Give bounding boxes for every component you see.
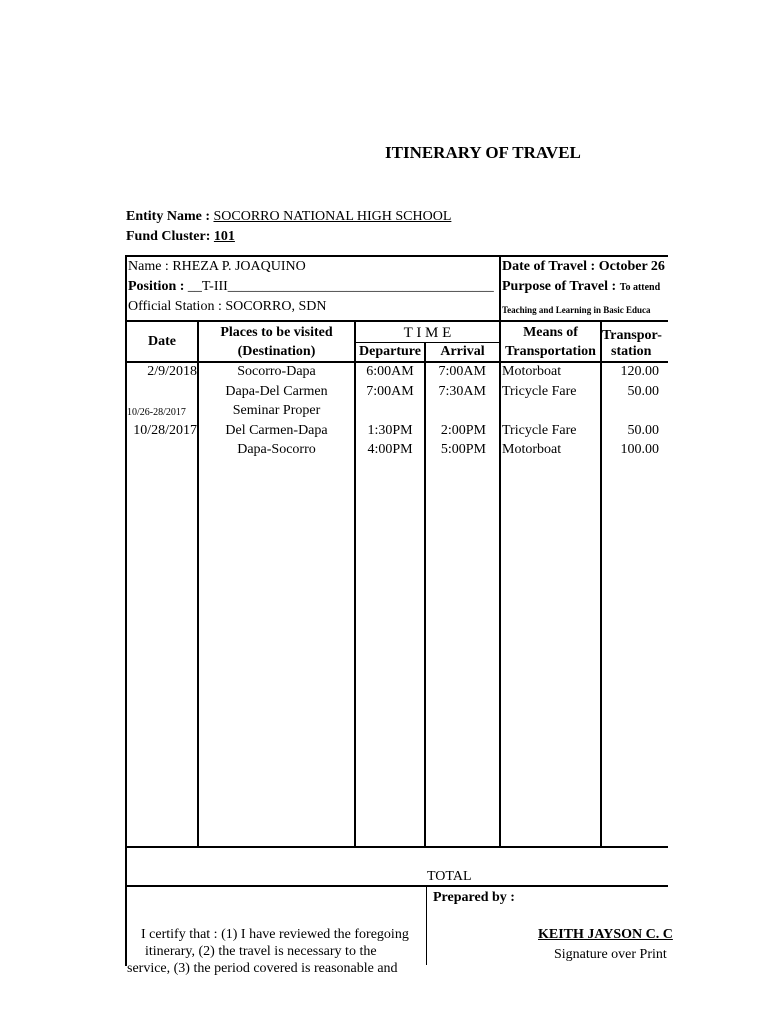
purpose-label: Purpose of Travel :: [502, 279, 617, 294]
purpose-continuation: Teaching and Learning in Basic Educa: [502, 305, 651, 315]
header-bottom-border: [125, 361, 668, 363]
header-arrival: Arrival: [440, 344, 485, 359]
header-departure: Departure: [359, 344, 421, 359]
row-amount: 120.00: [620, 364, 659, 379]
header-means-1: Means of: [523, 325, 578, 340]
header-top-border: [125, 320, 668, 322]
entity-name-value: SOCORRO NATIONAL HIGH SCHOOL: [213, 209, 452, 224]
certify-line-3: service, (3) the period covered is reasonable and: [127, 961, 398, 976]
signature-caption: Signature over Print: [554, 947, 667, 962]
certify-line-2: itinerary, (2) the travel is necessary to the: [145, 944, 377, 959]
date-of-travel-label: Date of Travel :: [502, 259, 596, 274]
row-date: 10/28/2017: [133, 423, 197, 438]
header-transpo-cell: [602, 322, 668, 361]
travel-info-panel: [502, 257, 668, 319]
fund-cluster-label: Fund Cluster:: [126, 229, 211, 244]
purpose-value: To attend: [619, 282, 661, 293]
row-arrival: 7:30AM: [438, 384, 486, 399]
header-places: Places to be visited: [220, 325, 333, 340]
row-date: 10/26-28/2017: [127, 407, 186, 418]
row-means: Motorboat: [502, 442, 562, 457]
official-station: Official Station : SOCORRO, SDN: [128, 299, 327, 314]
row-means: Tricycle Fare: [502, 423, 577, 438]
employee-name: Name : RHEZA P. JOAQUINO: [128, 259, 306, 274]
entity-name-label: Entity Name :: [126, 209, 210, 224]
row-departure: 1:30PM: [367, 423, 413, 438]
row-means: Tricycle Fare: [502, 384, 577, 399]
row-date: 2/9/2018: [147, 364, 197, 379]
row-amount: 50.00: [627, 384, 659, 399]
row-place: Seminar Proper: [232, 403, 321, 418]
position-value: __T-III______________________________________: [187, 279, 494, 294]
header-time: T I M E: [403, 325, 452, 341]
row-place: Del Carmen-Dapa: [225, 423, 328, 438]
time-subheader-line: [354, 342, 501, 343]
row-place: Dapa-Socorro: [237, 442, 316, 457]
row-arrival: 7:00AM: [438, 364, 486, 379]
date-of-travel-row: [502, 259, 665, 275]
header-transpo-2: station: [611, 344, 652, 359]
row-place: Socorro-Dapa: [237, 364, 316, 379]
entity-name-row: [126, 209, 451, 225]
position-row: [128, 279, 494, 295]
fund-cluster-row: [126, 229, 235, 245]
total-label: TOTAL: [427, 869, 472, 884]
fund-cluster-value: 101: [213, 229, 235, 244]
col-line-arrival: [499, 320, 501, 848]
col-line-departure: [424, 342, 426, 848]
position-label: Position :: [128, 279, 185, 294]
signatory-block: [427, 925, 673, 965]
signatory-name: KEITH JAYSON C. C: [538, 927, 673, 942]
row-amount: 50.00: [627, 423, 659, 438]
header-date: Date: [148, 334, 176, 349]
page-title: ITINERARY OF TRAVEL: [385, 143, 581, 162]
prepared-by-label: Prepared by :: [433, 890, 515, 905]
row-amount: 100.00: [620, 442, 659, 457]
info-divider: [499, 255, 501, 322]
row-arrival: 5:00PM: [440, 442, 486, 457]
row-departure: 7:00AM: [366, 384, 414, 399]
certification-block: [127, 925, 426, 976]
date-of-travel-value: October 26: [598, 259, 665, 274]
row-departure: 6:00AM: [366, 364, 414, 379]
row-place: Dapa-Del Carmen: [225, 384, 328, 399]
total-bottom-border: [125, 885, 668, 887]
row-means: Motorboat: [502, 364, 562, 379]
row-departure: 4:00PM: [367, 442, 413, 457]
header-means-2: Transportation: [505, 344, 596, 359]
body-bottom-border: [125, 846, 668, 848]
header-destination: (Destination): [237, 344, 316, 359]
header-transpo-1: Transpor-: [602, 328, 662, 343]
row-arrival: 2:00PM: [440, 423, 486, 438]
certify-line-1: I certify that : (1) I have reviewed the foregoing: [141, 927, 409, 942]
purpose-row: [502, 279, 660, 296]
